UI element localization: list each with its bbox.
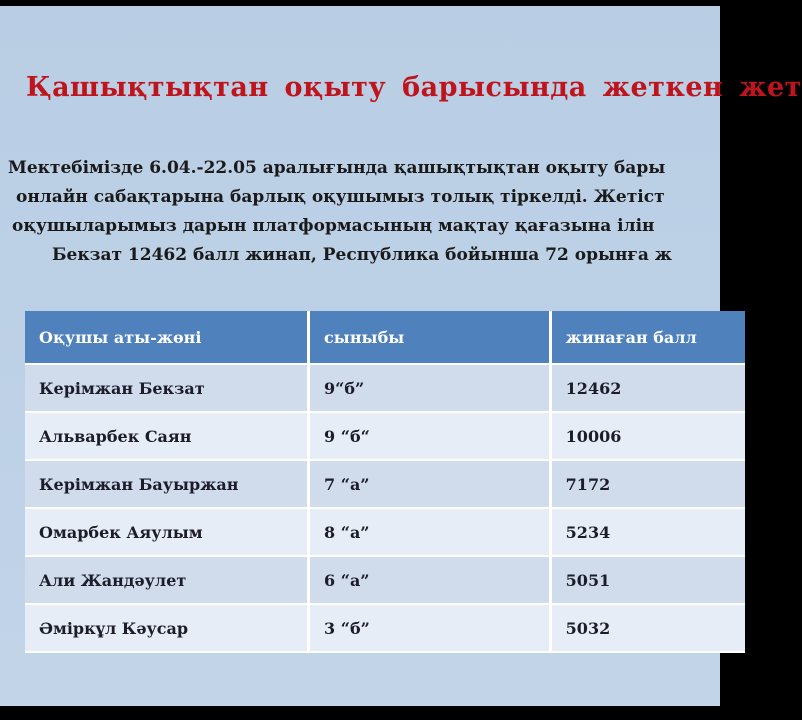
cell-class: 8 “а” bbox=[310, 509, 552, 555]
cell-name: Али Жандәулет bbox=[25, 557, 310, 603]
slide bbox=[0, 6, 802, 706]
header-class: сыныбы bbox=[310, 311, 552, 363]
cell-class: 9“б” bbox=[310, 365, 552, 411]
table-row bbox=[25, 365, 745, 413]
table-row bbox=[25, 413, 745, 461]
slide-title: Қашықтықтан оқыту барысында жеткен жет bbox=[26, 72, 802, 103]
cell-name: Омарбек Аяулым bbox=[25, 509, 310, 555]
table-row bbox=[25, 509, 745, 557]
cell-points: 5234 bbox=[552, 509, 745, 555]
paragraph-line: оқушыларымыз дарын платформасының мақтау қағазына ілін bbox=[12, 216, 655, 236]
cell-points: 12462 bbox=[552, 365, 745, 411]
table-header-row bbox=[25, 311, 745, 365]
cell-name: Керімжан Бекзат bbox=[25, 365, 310, 411]
table-row bbox=[25, 605, 745, 653]
cell-class: 6 “а” bbox=[310, 557, 552, 603]
cell-points: 5032 bbox=[552, 605, 745, 651]
paragraph-line: Мектебімізде 6.04.-22.05 аралығында қашықтықтан оқыту бары bbox=[8, 158, 666, 178]
cell-points: 5051 bbox=[552, 557, 745, 603]
cell-class: 7 “а” bbox=[310, 461, 552, 507]
header-name: Оқушы аты-жөні bbox=[25, 311, 310, 363]
paragraph-line: онлайн сабақтарына барлық оқушымыз толық тіркелді. Жетіст bbox=[16, 187, 665, 207]
cell-class: 3 “б” bbox=[310, 605, 552, 651]
table-row bbox=[25, 461, 745, 509]
cell-points: 7172 bbox=[552, 461, 745, 507]
students-table bbox=[25, 311, 745, 653]
body-paragraph bbox=[0, 154, 720, 270]
cell-name: Альварбек Саян bbox=[25, 413, 310, 459]
cell-points: 10006 bbox=[552, 413, 745, 459]
header-points: жинаған балл bbox=[552, 311, 745, 363]
cell-name: Керімжан Бауыржан bbox=[25, 461, 310, 507]
paragraph-line: Бекзат 12462 балл жинап, Республика бойынша 72 орынға ж bbox=[52, 245, 672, 265]
cell-class: 9 “б“ bbox=[310, 413, 552, 459]
table-row bbox=[25, 557, 745, 605]
cell-name: Әміркұл Кәусар bbox=[25, 605, 310, 651]
